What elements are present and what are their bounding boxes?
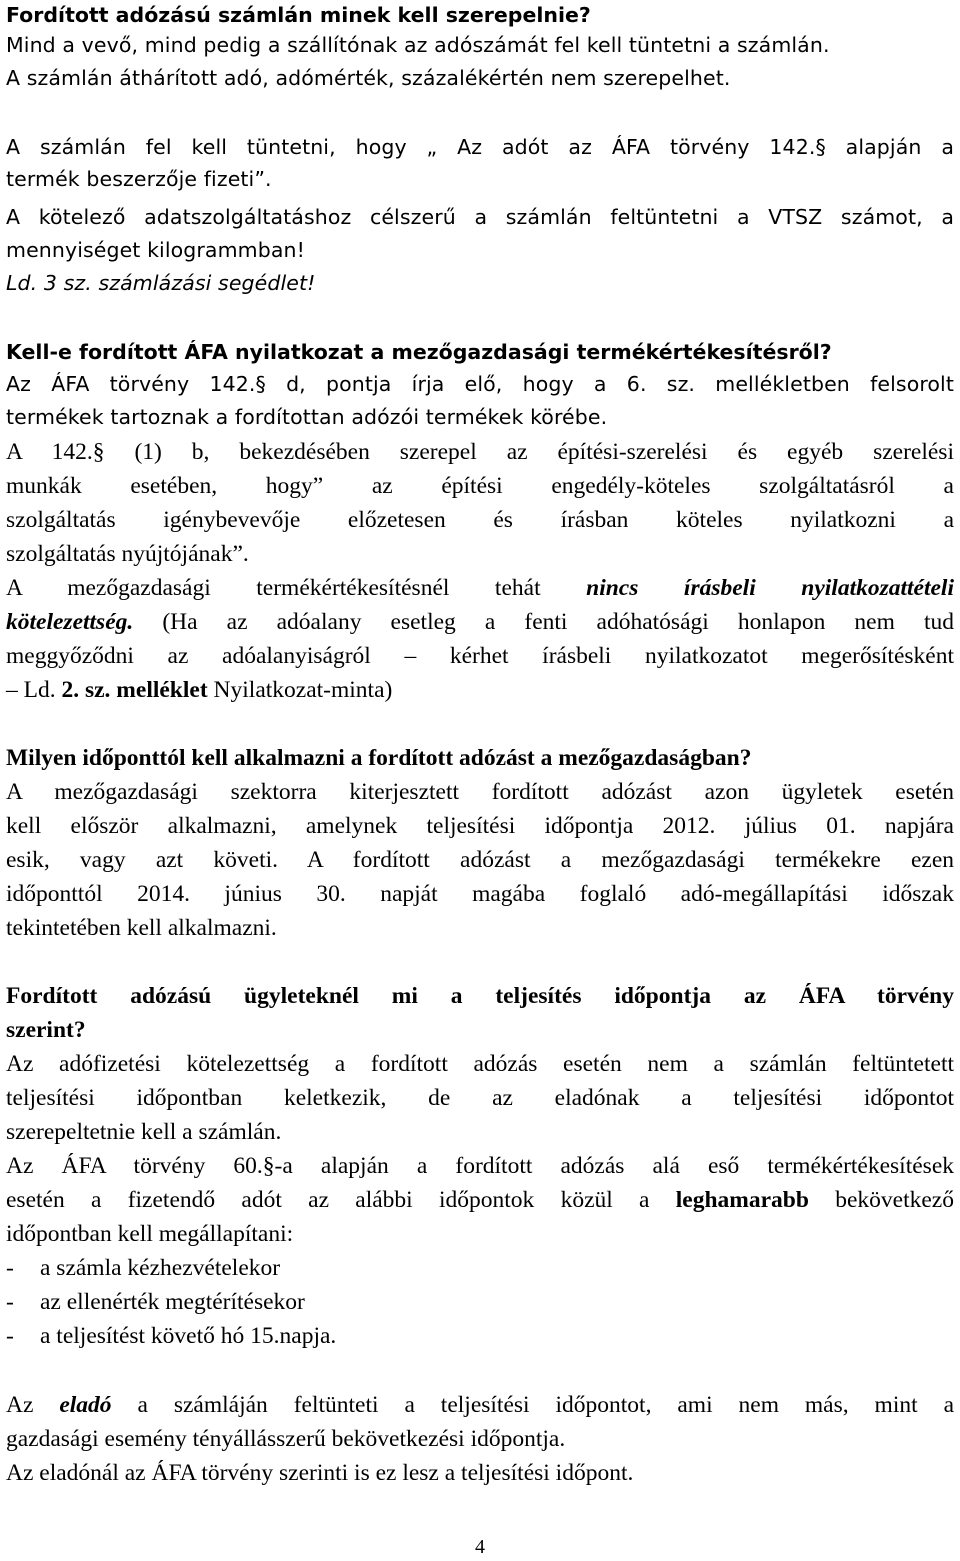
text-run: (Ha az adóalany esetleg a fenti adóhatósági honlapon nem tud [133, 609, 954, 635]
paragraph-line: gazdasági esemény tényállásszerű bekövetkezési időpontja. [6, 1426, 566, 1452]
paragraph-line: mennyiséget kilogrammban! [6, 238, 305, 262]
dash-bullet: - [6, 1255, 14, 1281]
paragraph-line: időponttól 2014. június 30. napját magába foglaló adó-megállapítási időszak [6, 881, 954, 907]
emphasis-text: nincs írásbeli nyilatkozattételi [586, 575, 954, 601]
bold-text: leghamarabb [675, 1187, 809, 1213]
text-run: – Ld. [6, 677, 62, 703]
section-heading-performance-date-cont: szerint? [6, 1017, 86, 1043]
list-item [6, 1287, 305, 1317]
paragraph-line [6, 675, 392, 705]
reference-note-text: Ld. 3 sz. számlázási segédlet! [6, 271, 316, 295]
paragraph-line: Az ÁFA törvény 142.§ d, pontja írja elő, hogy a 6. sz. mellékletben felsorolt [6, 372, 954, 396]
section-heading-performance-date: Fordított adózású ügyleteknél mi a teljesítés időpontja az ÁFA törvény [6, 983, 954, 1009]
paragraph-line: A kötelező adatszolgáltatáshoz célszerű a számlán feltüntetni a VTSZ számot, a [6, 205, 954, 229]
text-run: esetén a fizetendő adót az alábbi időpontok közül a [6, 1187, 676, 1213]
section-heading-invoice-content: Fordított adózású számlán minek kell szerepelnie? [6, 3, 591, 27]
paragraph-line: A számlán áthárított adó, adómérték, százalékértén nem szerepelhet. [6, 66, 731, 90]
paragraph-line: A mezőgazdasági szektorra kiterjesztett fordított adózást azon ügyletek esetén [6, 779, 954, 805]
list-item-text: a számla kézhezvételekor [40, 1255, 281, 1281]
paragraph-line: Mind a vevő, mind pedig a szállítónak az adószámát fel kell tüntetni a számlán. [6, 33, 830, 57]
section-heading-declaration: Kell-e fordított ÁFA nyilatkozat a mezőgazdasági termékértékesítésről? [6, 340, 832, 364]
paragraph-line: Az adófizetési kötelezettség a fordított adózás esetén nem a számlán feltüntetett [6, 1051, 954, 1077]
text-run: Az [6, 1392, 60, 1418]
paragraph-line [6, 573, 954, 603]
paragraph-line: teljesítési időpontban keletkezik, de az eladónak a teljesítési időpontot [6, 1085, 954, 1111]
paragraph-line [6, 607, 954, 637]
list-item [6, 1253, 280, 1283]
bold-text: 2. sz. melléklet [61, 677, 208, 703]
dash-bullet: - [6, 1289, 14, 1315]
paragraph-line: A 142.§ (1) b, bekezdésében szerepel az építési-szerelési és egyéb szerelési [6, 439, 954, 465]
paragraph-line: kell először alkalmazni, amelynek teljesítési időpontja 2012. július 01. napjára [6, 813, 954, 839]
paragraph-line [6, 1390, 954, 1420]
paragraph-line: tekintetében kell alkalmazni. [6, 915, 277, 941]
list-item [6, 1321, 336, 1351]
paragraph-line: Az eladónál az ÁFA törvény szerinti is ez lesz a teljesítési időpont. [6, 1460, 634, 1486]
text-run: A mezőgazdasági termékértékesítésnél tehát [6, 575, 587, 601]
paragraph-line: meggyőződni az adóalanyiságról – kérhet írásbeli nyilatkozatot megerősítésként [6, 643, 954, 669]
text-run: Nyilatkozat-minta) [207, 677, 393, 703]
paragraph-line: termékek tartoznak a fordítottan adózói termékek körébe. [6, 405, 608, 429]
reference-note [6, 268, 315, 298]
paragraph-line: szolgáltatás nyújtójának”. [6, 541, 249, 567]
page-number: 4 [475, 1536, 485, 1558]
dash-bullet: - [6, 1323, 14, 1349]
section-heading-start-date: Milyen időponttól kell alkalmazni a fordított adózást a mezőgazdaságban? [6, 745, 752, 771]
text-run: a számláján feltünteti a teljesítési időpontot, ami nem más, mint a [111, 1392, 954, 1418]
paragraph-line [6, 1185, 954, 1215]
emphasis-text: eladó [59, 1392, 112, 1418]
paragraph-line: szerepeltetnie kell a számlán. [6, 1119, 282, 1145]
paragraph-line: termék beszerzője fizeti”. [6, 167, 272, 191]
paragraph-line: időpontban kell megállapítani: [6, 1221, 294, 1247]
paragraph-line: munkák esetében, hogy” az építési engedély-köteles szolgáltatásról a [6, 473, 954, 499]
emphasis-text: kötelezettség. [6, 609, 134, 635]
paragraph-line: Az ÁFA törvény 60.§-a alapján a fordított adózás alá eső termékértékesítések [6, 1153, 954, 1179]
paragraph-line: szolgáltatás igénybevevője előzetesen és írásban köteles nyilatkozni a [6, 507, 954, 533]
paragraph-line: esik, vagy azt követi. A fordított adózást a mezőgazdasági termékekre ezen [6, 847, 954, 873]
list-item-text: a teljesítést követő hó 15.napja. [40, 1323, 337, 1349]
paragraph-line: A számlán fel kell tüntetni, hogy „ Az adót az ÁFA törvény 142.§ alapján a [6, 135, 954, 159]
list-item-text: az ellenérték megtérítésekor [40, 1289, 305, 1315]
text-run: bekövetkező [808, 1187, 954, 1213]
